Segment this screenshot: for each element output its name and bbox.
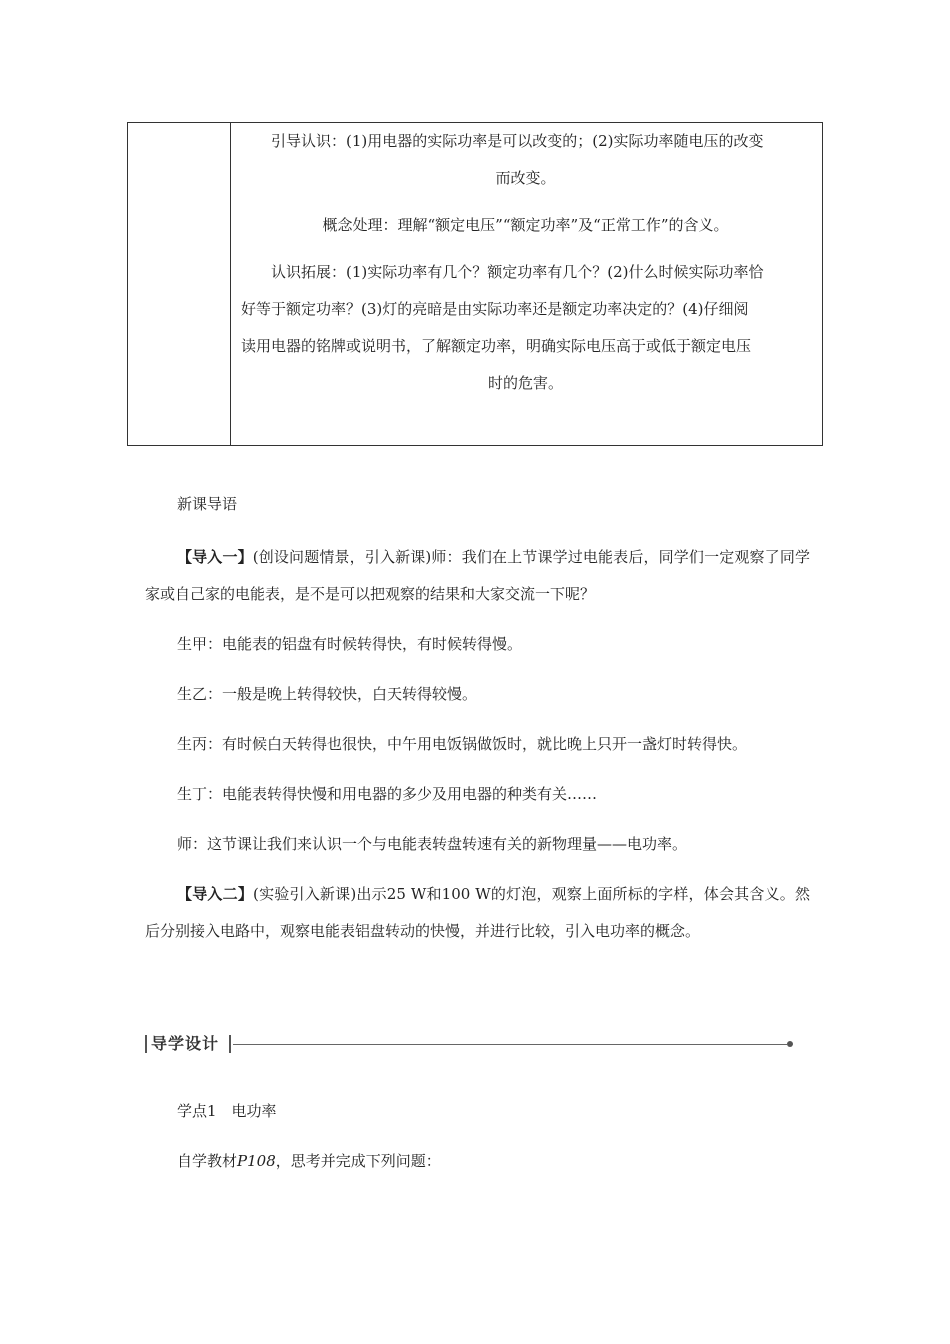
study-point-section — [145, 1093, 810, 1180]
intro-2-label: 【导入二】 — [177, 885, 254, 903]
guide-understanding-line2: 而改变。 — [495, 169, 556, 187]
section-bar-right — [229, 1035, 231, 1053]
intro-1-text: (创设问题情景，引入新课)师：我们在上节课学过电能表后，同学们一定观察了同学家或自己家的电能表，是不是可以把观察的结果和大家交流一下呢？ — [145, 548, 810, 603]
section-rule-line — [233, 1044, 787, 1045]
expansion-line3: 读用电器的铭牌或说明书，了解额定功率，明确实际电压高于或低于额定电压 — [241, 337, 752, 355]
study-point-title: 学点1 电功率 — [177, 1102, 277, 1120]
lesson-table — [127, 122, 823, 446]
intro-paragraph-2 — [145, 876, 810, 950]
teacher-line: 师：这节课让我们来认识一个与电能表转盘转速有关的新物理量——电功率。 — [177, 835, 688, 853]
intro-heading: 新课导语 — [177, 495, 238, 513]
section-rule-dot — [787, 1041, 793, 1047]
section-bar-left — [145, 1035, 147, 1053]
intro-2-text: (实验引入新课)出示25 W和100 W的灯泡，观察上面所标的字样，体会其含义。然后分别接入电路中，观察电能表铝盘转动的快慢，并进行比较，引入电功率的概念。 — [145, 885, 810, 940]
expansion-line4: 时的危害。 — [487, 374, 563, 392]
intro-paragraph-1 — [145, 539, 810, 613]
section-header — [145, 1033, 795, 1055]
student-b: 生乙：一般是晚上转得较快，白天转得较慢。 — [177, 685, 478, 703]
instruction-page: P108 — [237, 1152, 276, 1170]
guide-understanding-line1: 引导认识：(1)用电器的实际功率是可以改变的；(2)实际功率随电压的改变 — [271, 132, 764, 150]
concept-handling: 概念处理：理解“额定电压”“额定功率”及“正常工作”的含义。 — [322, 216, 729, 234]
intro-section — [145, 486, 810, 950]
student-a: 生甲：电能表的铝盘有时候转得快，有时候转得慢。 — [177, 635, 523, 653]
expansion-line1: 认识拓展：(1)实际功率有几个？额定功率有几个？(2)什么时候实际功率恰 — [271, 263, 764, 281]
section-title: 导学设计 — [151, 1034, 220, 1053]
instruction-prefix: 自学教材 — [177, 1152, 238, 1170]
student-c: 生丙：有时候白天转得也很快，中午用电饭锅做饭时，就比晚上只开一盏灯时转得快。 — [177, 735, 748, 753]
instruction-suffix: ，思考并完成下列问题： — [275, 1152, 441, 1170]
study-point-instruction — [145, 1143, 810, 1180]
table-content-cell — [231, 123, 822, 445]
expansion-line2: 好等于额定功率？(3)灯的亮暗是由实际功率还是额定功率决定的？(4)仔细阅 — [241, 300, 749, 318]
student-d: 生丁：电能表转得快慢和用电器的多少及用电器的种类有关…… — [177, 785, 598, 803]
intro-1-label: 【导入一】 — [177, 548, 253, 566]
